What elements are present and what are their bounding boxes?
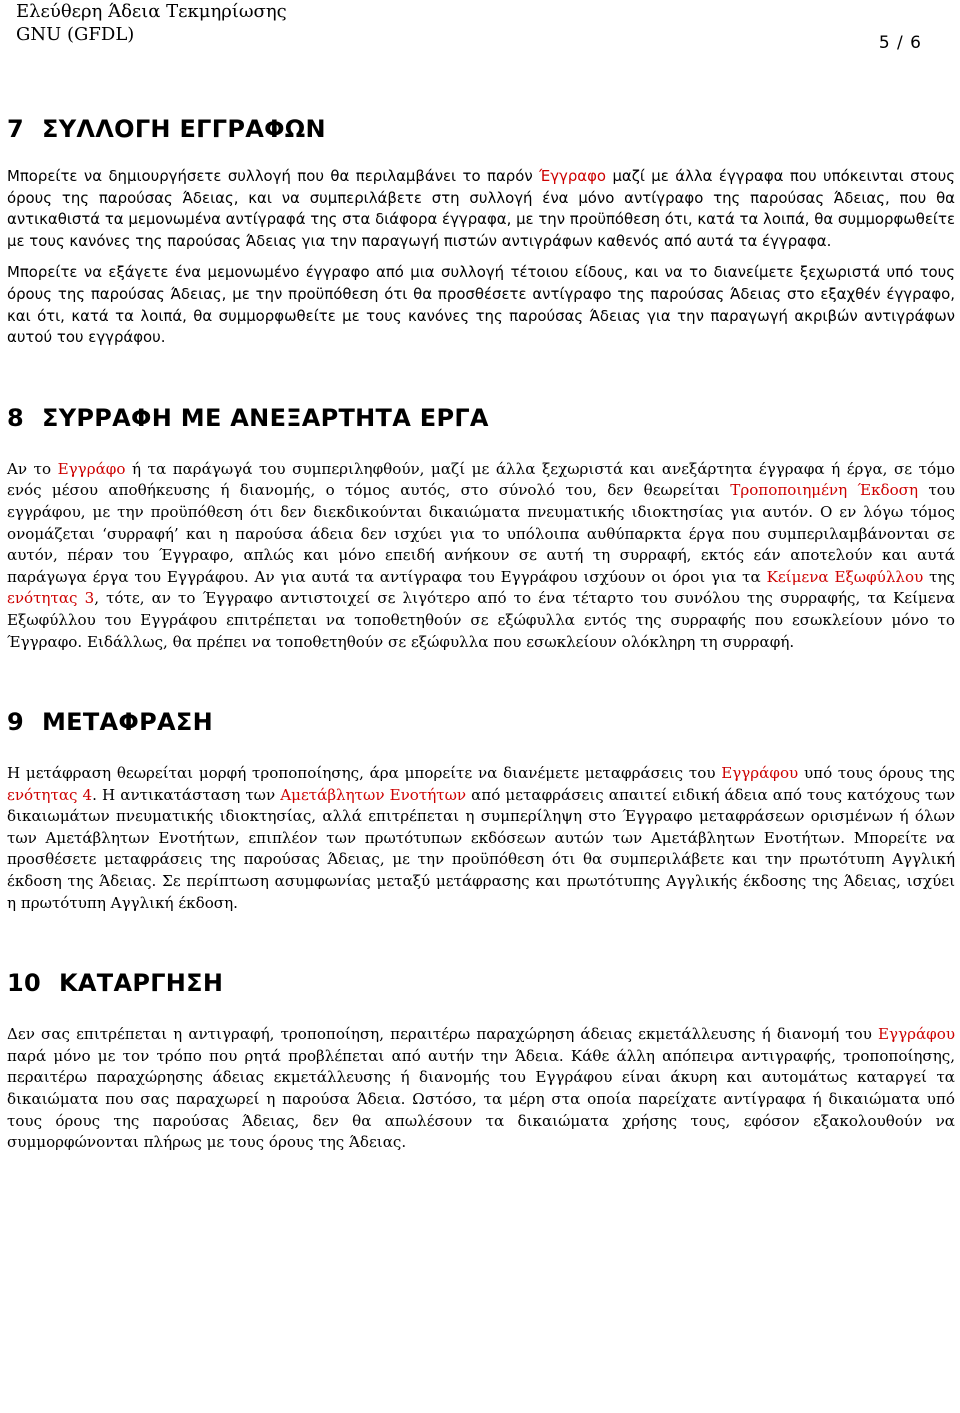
text-run: Μπορείτε να δημιουργήσετε συλλογή που θα περιλαμβάνει το παρόν — [7, 167, 540, 185]
text-run: μαζί με άλλα έγγραφα που υπόκεινται στους όρους της παρούσας Άδειας, και να συμπεριλάβετε στη συλλογή ένα μόνο αντίγραφο της παρούσας Άδειας, που θα αντικαθιστά τα μεμονωμένα αντίγραφά της στα διάφορα έγγραφα, με την προϋπόθεση ότι, κατά τα λοιπά, θα συμμορφωθείτε με τους κανόνες της παρούσας Άδειας για την παραγωγή πιστών αντιγράφων καθενός από αυτά τα έγγραφα. — [7, 167, 955, 250]
link-cover-texts[interactable]: Κείμενα Εξωφύλλου — [766, 567, 924, 586]
section-title: ΣΥΡΡΑΦΗ ΜΕ ΑΝΕΞΑΡΤΗΤΑ ΕΡΓΑ — [42, 403, 489, 432]
section-number: 7 — [7, 115, 24, 143]
header-title: Ελεύθερη Άδεια Τεκμηρίωσης — [16, 1, 287, 22]
text-run: ή τα παράγωγά του συμπεριληφθούν, μαζί με άλλα ξεχωριστά και ανεξάρτητα έγγραφα ή έργα, σε τόμο ενός μέσου αποθήκευσης ή διανομής, ο τόμος αυτός, στο σύνολό του, δεν θεωρείται — [7, 459, 956, 500]
paragraph: Μπορείτε να εξάγετε ένα μεμονωμένο έγγραφο από μια συλλογή τέτοιου είδους, και να το διανείμετε ξεχωριστά υπό τους όρους της παρούσας Άδειας, με την προϋπόθεση ότι θα προσθέσετε αντίγραφο της παρούσας Άδειας στο εξαχθέν έγγραφο, και ότι, κατά τα λοιπά, θα συμμορφωθείτε με τους κανόνες της παρούσας Άδειας για την παραγωγή ακριβών αντιγράφων αυτού του εγγράφου. — [7, 263, 955, 347]
section-title: ΜΕΤΑΦΡΑΣΗ — [42, 708, 213, 737]
section-8 — [7, 401, 955, 653]
section-10 — [7, 966, 955, 1154]
text-run: παρά μόνο με τον τρόπο που ρητά προβλέπεται από αυτήν την Άδεια. Κάθε άλλη απόπειρα αντιγραφής, τροποποίησης, περαιτέρω παραχώρησης άδειας εκμετάλλευσης ή διανομής του Εγγράφου είναι άκυρη και αυτομάτως καταργεί τα δικαιώματα που σας παραχωρεί η παρούσα Άδεια. Ωστόσο, τα μέρη στα οποία παρείχατε αντίγραφα ή δικαιώματα υπό τους όρους της παρούσας Άδειας, δεν θα απωλέσουν τα δικαιώματα χρήσης τους, εφόσον εξακολουθούν να συμμορφώνονται πλήρως με τους όρους της Άδειας. — [7, 1046, 955, 1152]
text-run: Δεν σας επιτρέπεται η αντιγραφή, τροποποίηση, περαιτέρω παραχώρηση άδειας εκμετάλλευσης ή διανομή του — [7, 1025, 879, 1044]
section-number: 9 — [7, 708, 24, 737]
text-run: της — [923, 567, 956, 586]
section-heading — [7, 966, 955, 1000]
link-section-4[interactable]: ενότητας 4 — [7, 785, 93, 804]
section-7 — [7, 112, 955, 349]
section-title: ΚΑΤΑΡΓΗΣΗ — [59, 969, 224, 998]
document-body — [7, 112, 955, 1194]
paragraph — [7, 166, 955, 252]
section-title: ΣΥΛΛΟΓΗ ΕΓΓΡΑΦΩΝ — [42, 115, 326, 143]
section-number: 8 — [7, 403, 24, 432]
text-run: του εγγράφου, με την προϋπόθεση ότι δεν διεκδικούνται δικαιώματα πνευματικής ιδιοκτησίας για αυτόν. Ο εν λόγω τόμος ονομάζεται ‘συρραφή’ και η παρούσα άδεια δεν ισχύει για το υπόλοιπα αυθύπαρκτα έργα που συμπεριλαμβάνονται σε αυτόν, πέραν του Έγγραφο, απλώς και μόνο επειδή ανήκουν σε αυτή τη συρραφή, εκτός εάν αποτελούν και αυτά παράγωγα έργα του Εγγράφου. Αν για αυτά τα αντίγραφα του Εγγράφου ισχύουν οι όροι για τα — [7, 481, 955, 586]
link-section-3[interactable]: ενότητας 3 — [7, 589, 95, 608]
running-header — [16, 0, 287, 46]
section-number: 10 — [7, 969, 41, 998]
link-invariant-sections[interactable]: Αμετάβλητων Ενοτήτων — [280, 785, 467, 804]
section-heading — [7, 401, 955, 435]
text-run: . Η αντικατάσταση των — [92, 785, 281, 804]
page-number: 5 / 6 — [878, 33, 922, 53]
link-document[interactable]: Έγγραφο — [539, 167, 607, 185]
paragraph — [7, 763, 955, 914]
section-9 — [7, 705, 955, 914]
text-run: Αν το — [7, 459, 58, 478]
link-document[interactable]: Εγγράφου — [721, 764, 799, 783]
text-run: υπό τους όρους της — [798, 764, 955, 783]
text-run: Η μετάφραση θεωρείται μορφή τροποποίησης, άρα μπορείτε να διανέμετε μεταφράσεις του — [7, 764, 722, 783]
paragraph — [7, 1024, 955, 1154]
section-heading — [7, 112, 955, 146]
text-run: από μεταφράσεις απαιτεί ειδική άδεια από τους κατόχους των δικαιωμάτων πνευματικής ιδιοκτησίας, αλλά επιτρέπεται η συμπερίληψη στο Έγγραφο μεταφράσεων ορισμένων ή όλων των Αμετάβλητων Ενοτήτων, επιπλέον των πρωτότυπων εκδόσεων αυτών των Αμετάβλητων Ενοτήτων. Μπορείτε να προσθέσετε μεταφράσεις της παρούσας Άδειας, με την προϋπόθεση ότι θα συμπεριλάβετε και την πρωτότυπη Αγγλική έκδοση της Άδειας. Σε περίπτωση ασυμφωνίας μεταξύ μετάφρασης και πρωτότυπης Αγγλικής έκδοσης της Άδειας, ισχύει η πρωτότυπη Αγγλική έκδοση. — [7, 785, 956, 912]
header-subtitle: GNU (GFDL) — [16, 24, 135, 45]
link-document[interactable]: Εγγράφο — [57, 459, 126, 478]
link-document[interactable]: Εγγράφου — [878, 1025, 955, 1044]
link-modified-version[interactable]: Τροποποιημένη Έκδοση — [730, 481, 919, 500]
paragraph — [7, 459, 955, 653]
text-run: , τότε, αν το Έγγραφο αντιστοιχεί σε λιγότερο από το ένα τέταρτο του συνόλου της συρραφής, τα Κείμενα Εξωφύλλου του Εγγράφου επιτρέπεται να τοποθετηθούν σε εξώφυλλα εντός της συρραφής που εσωκλείουν μόνο το Έγγραφο. Ειδάλλως, θα πρέπει να τοποθετηθούν σε εξώφυλλα που εσωκλείουν ολόκληρη τη συρραφή. — [7, 589, 955, 651]
section-heading — [7, 705, 955, 739]
